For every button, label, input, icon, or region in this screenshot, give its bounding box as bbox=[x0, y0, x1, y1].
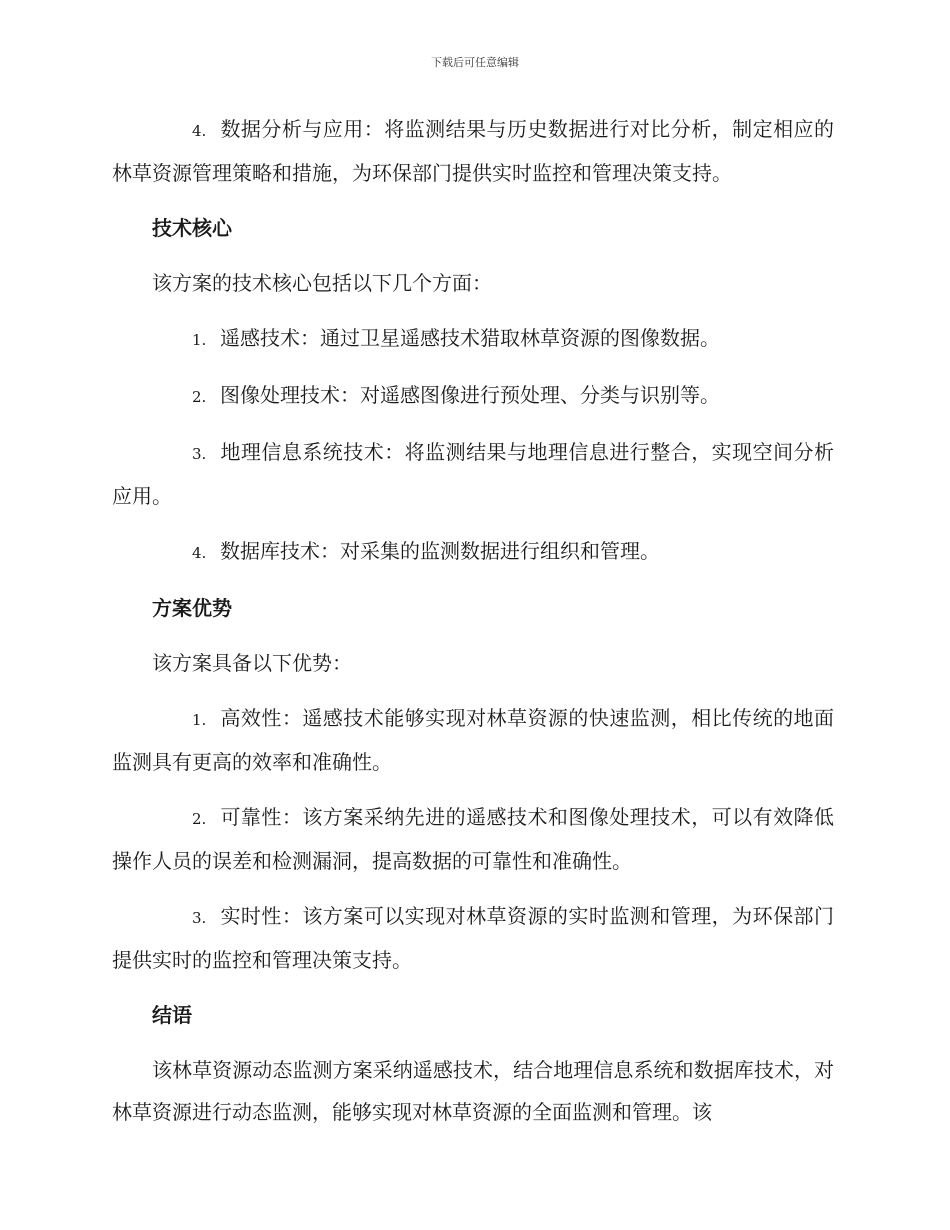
section-heading: 方案优势 bbox=[152, 596, 232, 620]
list-text: 数据分析与应用：将监测结果与历史数据进行对比分析，制定相应的林草资源管理策略和措施，为环保部门提供实时监控和管理决策支持。 bbox=[112, 117, 834, 185]
list-item bbox=[112, 895, 834, 981]
list-text: 数据库技术：对采集的监测数据进行组织和管理。 bbox=[220, 539, 660, 563]
section-heading: 技术核心 bbox=[152, 216, 232, 240]
list-item bbox=[112, 431, 834, 517]
list-item bbox=[112, 317, 834, 361]
paragraph: 该林草资源动态监测方案采纳遥感技术，结合地理信息系统和数据库技术，对林草资源进行动态监测，能够实现对林草资源的全面监测和管理。该 bbox=[112, 1058, 834, 1124]
list-number: 2. bbox=[192, 810, 207, 828]
list-item bbox=[112, 374, 834, 418]
paragraph: 该方案的技术核心包括以下几个方面： bbox=[152, 271, 492, 295]
list-item bbox=[112, 530, 834, 574]
document-body bbox=[112, 108, 834, 1146]
list-number: 1. bbox=[192, 331, 207, 349]
list-number: 4. bbox=[192, 122, 207, 140]
list-item bbox=[112, 697, 834, 783]
list-number: 2. bbox=[192, 388, 207, 406]
list-item bbox=[112, 796, 834, 882]
list-number: 1. bbox=[192, 711, 207, 729]
list-text: 高效性：遥感技术能够实现对林草资源的快速监测，相比传统的地面监测具有更高的效率和准确性。 bbox=[112, 706, 834, 774]
list-number: 3. bbox=[192, 909, 207, 927]
list-text: 地理信息系统技术：将监测结果与地理信息进行整合，实现空间分析应用。 bbox=[112, 440, 834, 508]
list-text: 遥感技术：通过卫星遥感技术猎取林草资源的图像数据。 bbox=[220, 326, 720, 350]
list-item bbox=[112, 108, 834, 194]
list-number: 4. bbox=[192, 544, 207, 562]
list-text: 可靠性：该方案采纳先进的遥感技术和图像处理技术，可以有效降低操作人员的误差和检测漏洞，提高数据的可靠性和准确性。 bbox=[112, 805, 834, 873]
list-text: 实时性：该方案可以实现对林草资源的实时监测和管理，为环保部门提供实时的监控和管理决策支持。 bbox=[112, 904, 834, 972]
list-number: 3. bbox=[192, 445, 207, 463]
paragraph: 该方案具备以下优势： bbox=[152, 651, 352, 675]
list-text: 图像处理技术：对遥感图像进行预处理、分类与识别等。 bbox=[220, 383, 720, 407]
header-note: 下载后可任意编辑 bbox=[431, 56, 519, 69]
section-heading: 结语 bbox=[152, 1003, 192, 1027]
